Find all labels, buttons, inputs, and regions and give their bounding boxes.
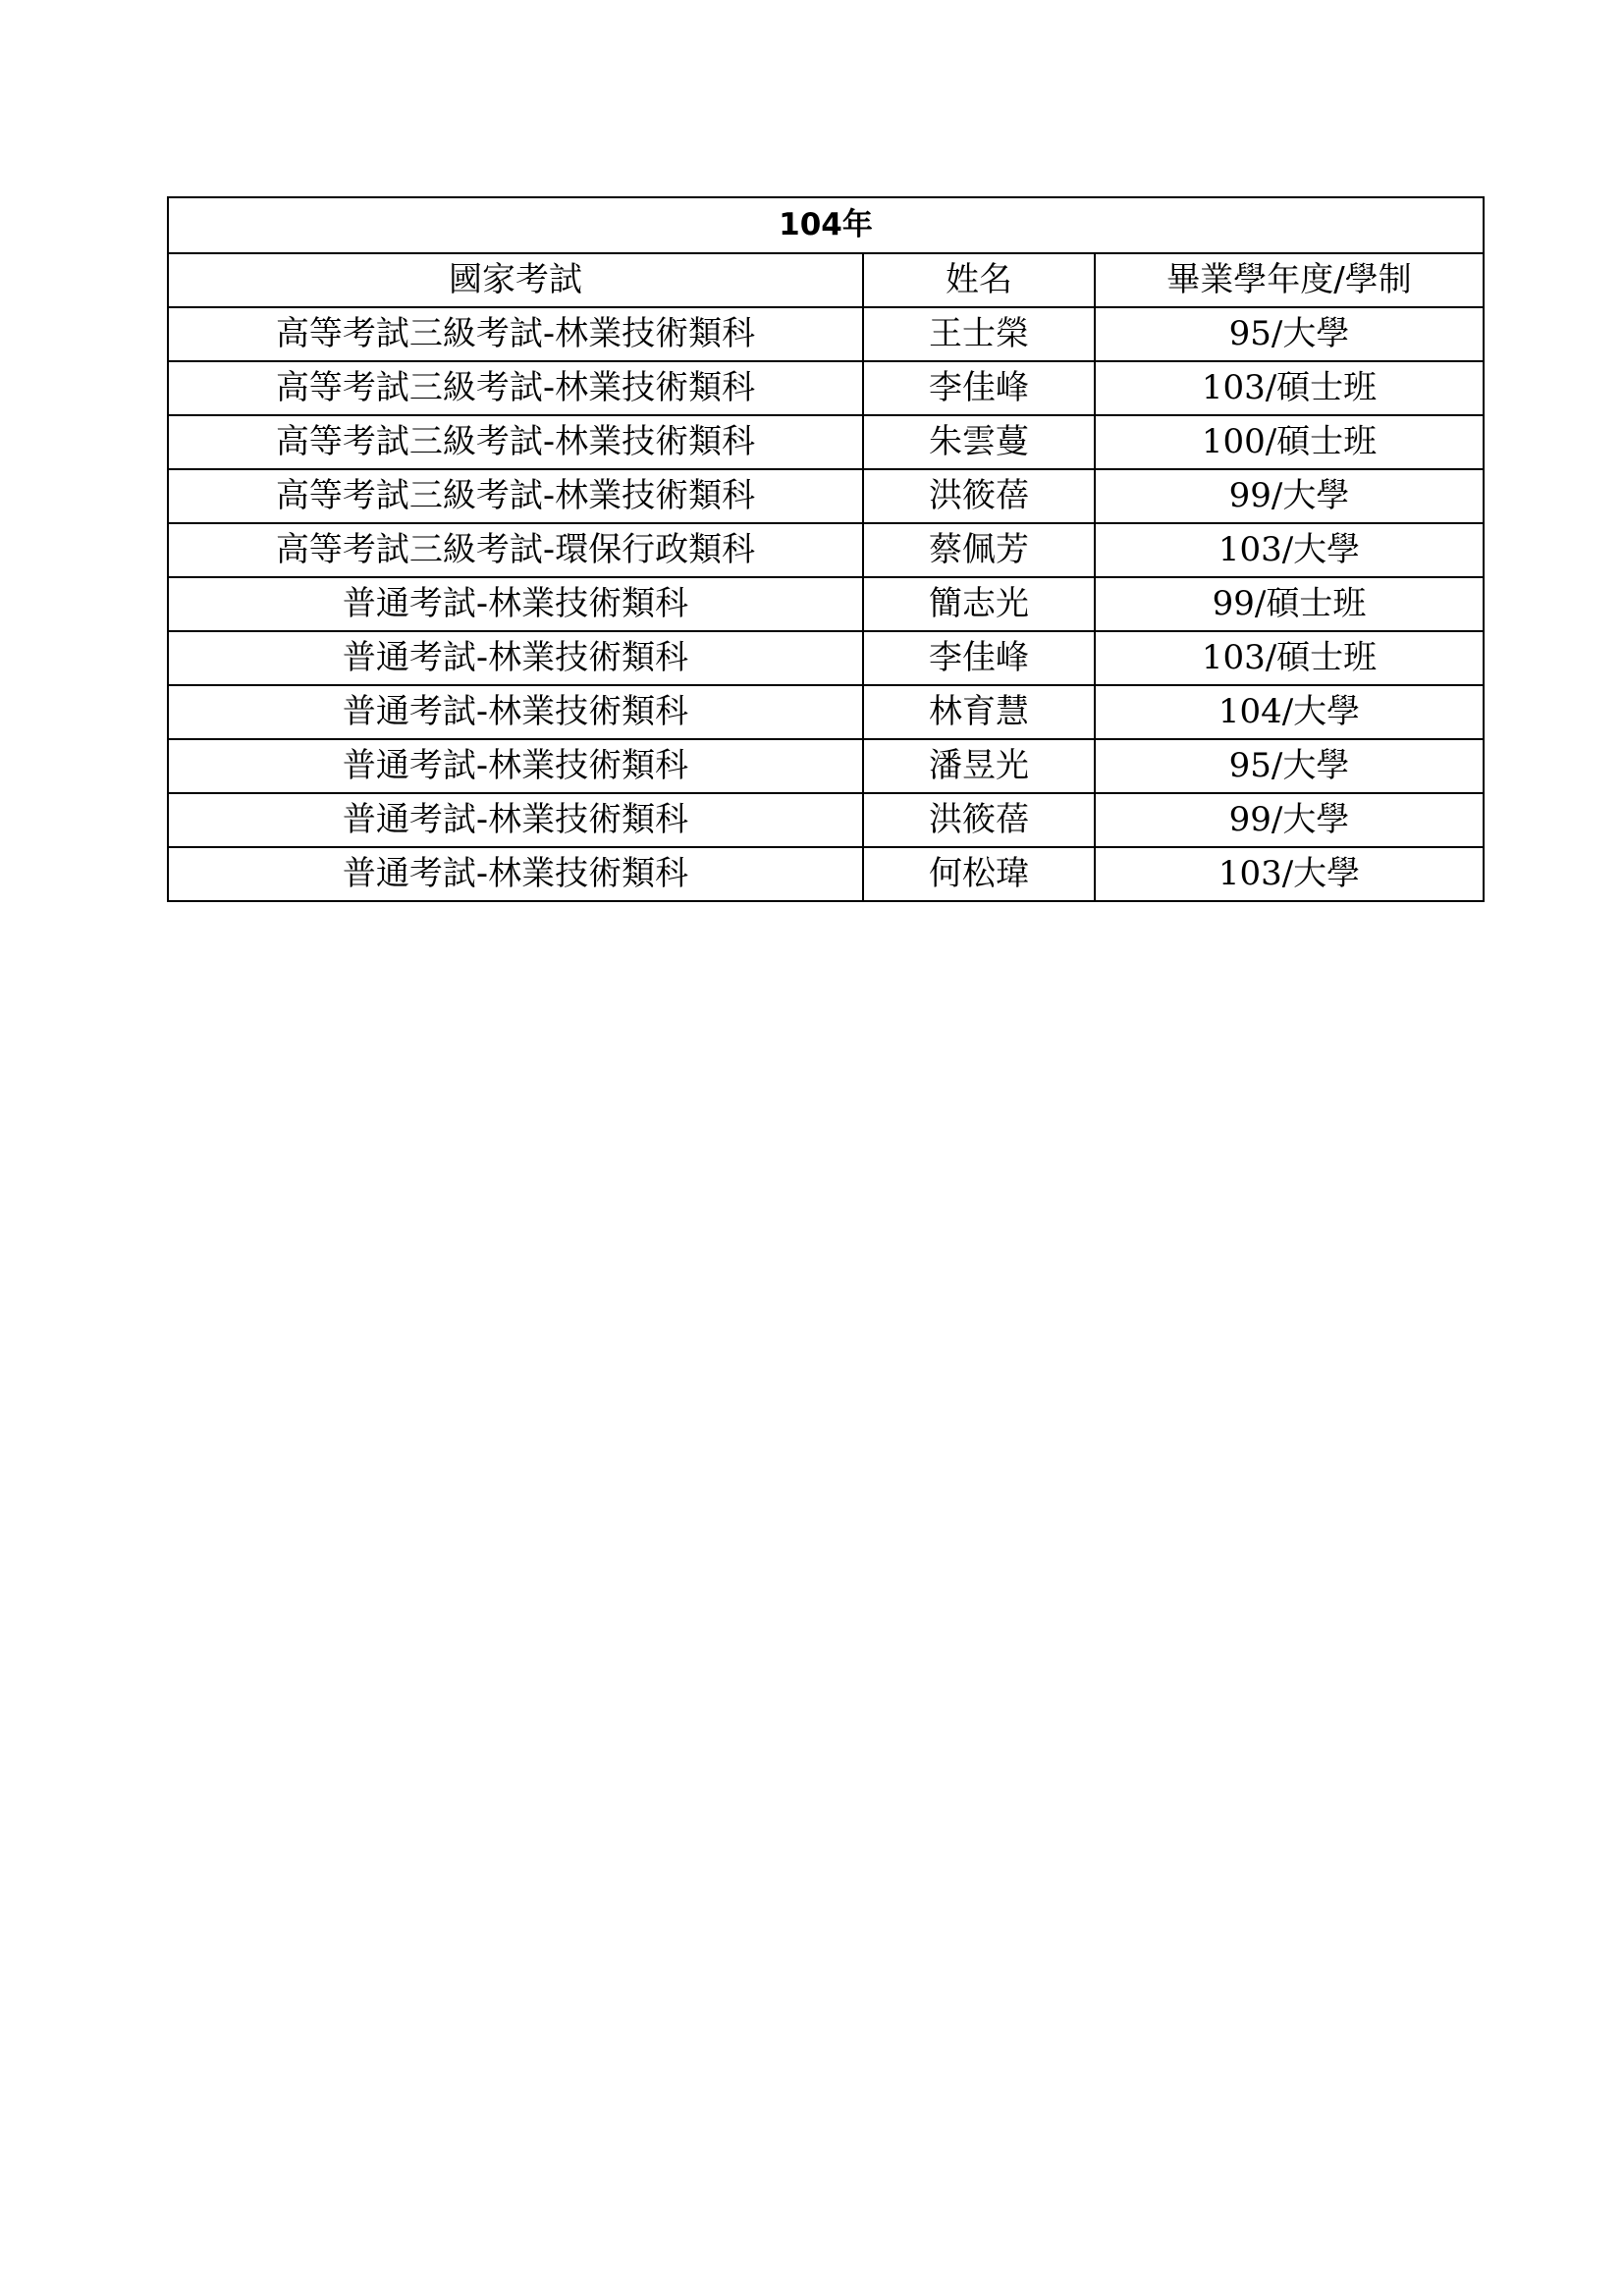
name-cell: 王士榮 [863, 307, 1095, 361]
title-row [168, 197, 1484, 253]
grad-cell: 99/大學 [1095, 793, 1484, 847]
grad-cell: 99/大學 [1095, 469, 1484, 523]
header-grad: 畢業學年度/學制 [1095, 253, 1484, 307]
grad-cell: 103/碩士班 [1095, 631, 1484, 685]
table-row [168, 631, 1484, 685]
exam-cell: 高等考試三級考試-林業技術類科 [168, 469, 863, 523]
name-cell: 簡志光 [863, 577, 1095, 631]
exam-cell: 高等考試三級考試-林業技術類科 [168, 307, 863, 361]
grad-cell: 99/碩士班 [1095, 577, 1484, 631]
exam-cell: 高等考試三級考試-林業技術類科 [168, 361, 863, 415]
grad-cell: 103/大學 [1095, 847, 1484, 901]
table-row [168, 307, 1484, 361]
name-cell: 李佳峰 [863, 631, 1095, 685]
table-row [168, 685, 1484, 739]
grad-cell: 104/大學 [1095, 685, 1484, 739]
exam-cell: 高等考試三級考試-林業技術類科 [168, 415, 863, 469]
table-row [168, 847, 1484, 901]
exam-cell: 普通考試-林業技術類科 [168, 793, 863, 847]
name-cell: 洪筱蓓 [863, 469, 1095, 523]
grad-cell: 100/碩士班 [1095, 415, 1484, 469]
table-row [168, 415, 1484, 469]
table-title: 104年 [168, 197, 1484, 253]
grad-cell: 103/碩士班 [1095, 361, 1484, 415]
table-row [168, 793, 1484, 847]
table-row [168, 523, 1484, 577]
exam-cell: 普通考試-林業技術類科 [168, 847, 863, 901]
grad-cell: 95/大學 [1095, 739, 1484, 793]
name-cell: 潘昱光 [863, 739, 1095, 793]
name-cell: 林育慧 [863, 685, 1095, 739]
name-cell: 何松瑋 [863, 847, 1095, 901]
name-cell: 朱雲蔓 [863, 415, 1095, 469]
table-row [168, 361, 1484, 415]
exam-cell: 普通考試-林業技術類科 [168, 577, 863, 631]
grad-cell: 103/大學 [1095, 523, 1484, 577]
header-row [168, 253, 1484, 307]
header-exam: 國家考試 [168, 253, 863, 307]
exam-cell: 高等考試三級考試-環保行政類科 [168, 523, 863, 577]
exam-cell: 普通考試-林業技術類科 [168, 631, 863, 685]
exam-cell: 普通考試-林業技術類科 [168, 739, 863, 793]
table-row [168, 469, 1484, 523]
exam-results-table [167, 196, 1485, 902]
exam-cell: 普通考試-林業技術類科 [168, 685, 863, 739]
table-row [168, 739, 1484, 793]
header-name: 姓名 [863, 253, 1095, 307]
name-cell: 蔡佩芳 [863, 523, 1095, 577]
name-cell: 洪筱蓓 [863, 793, 1095, 847]
table-row [168, 577, 1484, 631]
grad-cell: 95/大學 [1095, 307, 1484, 361]
name-cell: 李佳峰 [863, 361, 1095, 415]
